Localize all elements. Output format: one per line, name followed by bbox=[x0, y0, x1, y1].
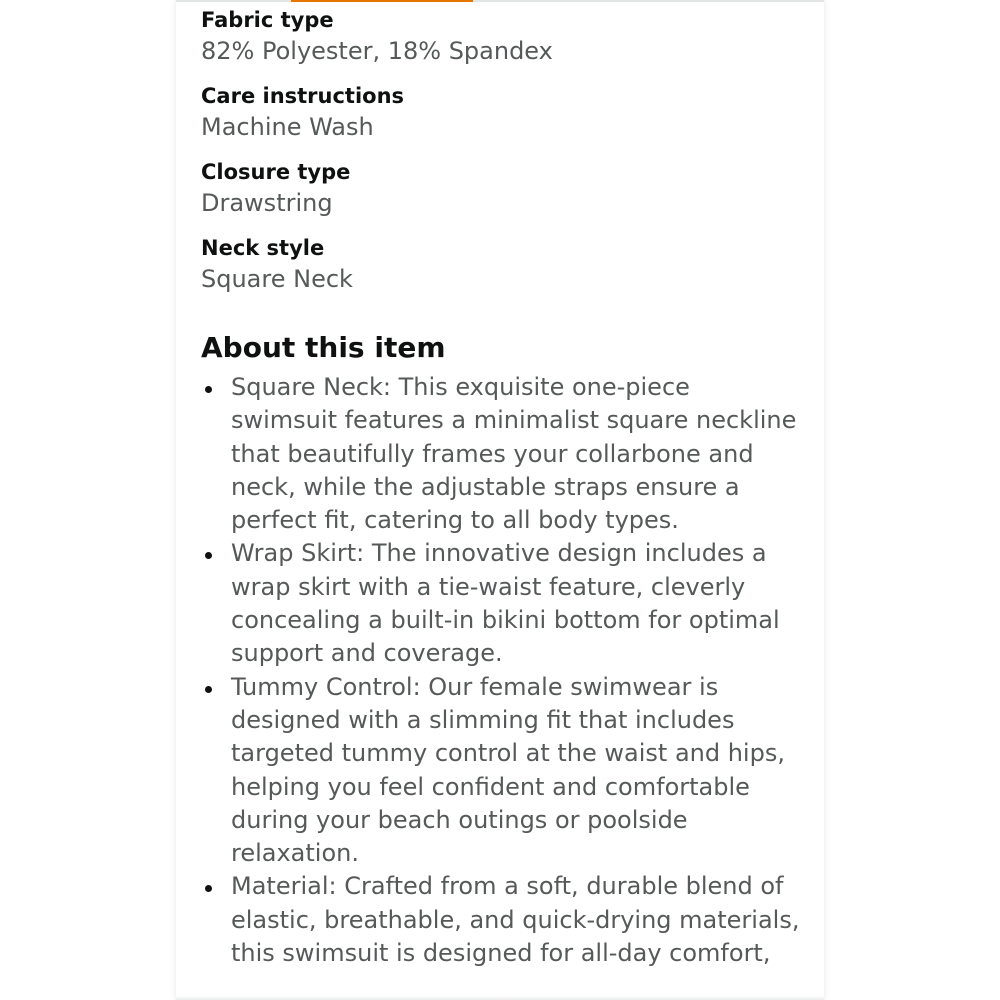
product-details-content bbox=[201, 6, 801, 970]
detail-value: Square Neck bbox=[201, 265, 353, 293]
feature-bullet-tummy-control bbox=[201, 671, 801, 871]
detail-value: 82% Polyester, 18% Spandex bbox=[201, 37, 553, 65]
detail-label: Neck style bbox=[201, 236, 325, 260]
bullet-text: Wrap Skirt: The innovative design includes a wrap skirt with a tie-waist feature, cleverly concealing a built-in bikini bottom for optimal support and coverage. bbox=[231, 539, 780, 668]
detail-label: Closure type bbox=[201, 160, 351, 184]
detail-neck-style bbox=[201, 234, 801, 296]
detail-value: Drawstring bbox=[201, 189, 333, 217]
feature-bullet-list bbox=[201, 371, 801, 970]
scroll-edge-shadow bbox=[176, 996, 824, 1000]
detail-fabric-type bbox=[201, 6, 801, 68]
detail-label: Fabric type bbox=[201, 8, 334, 32]
detail-label: Care instructions bbox=[201, 84, 405, 108]
detail-closure-type bbox=[201, 158, 801, 220]
bullet-dot-icon bbox=[205, 386, 212, 393]
about-this-item-heading: About this item bbox=[201, 331, 446, 364]
bullet-text: Square Neck: This exquisite one-piece swimsuit features a minimalist square neckline that beautifully frames your collarbone and neck, while the adjustable straps ensure a perfect fit, catering to all body types. bbox=[231, 373, 797, 535]
bullet-dot-icon bbox=[205, 552, 212, 559]
feature-bullet-wrap-skirt bbox=[201, 537, 801, 670]
product-details-panel bbox=[176, 0, 824, 1000]
bullet-dot-icon bbox=[205, 686, 212, 693]
bullet-text: Tummy Control: Our female swimwear is designed with a slimming fit that includes targeted tummy control at the waist and hips, helping you feel confident and comfortable during your beach outings or poolside relaxation. bbox=[231, 672, 785, 868]
feature-bullet-material bbox=[201, 870, 801, 970]
active-tab-indicator bbox=[291, 0, 473, 2]
bullet-dot-icon bbox=[205, 885, 212, 892]
bullet-text: Material: Crafted from a soft, durable blend of elastic, breathable, and quick-drying materials, this swimsuit is designed for all-day comfort, bbox=[231, 872, 800, 968]
tab-bar-divider bbox=[176, 0, 824, 2]
detail-care-instructions bbox=[201, 82, 801, 144]
detail-value: Machine Wash bbox=[201, 113, 374, 141]
feature-bullet-square-neck bbox=[201, 371, 801, 537]
